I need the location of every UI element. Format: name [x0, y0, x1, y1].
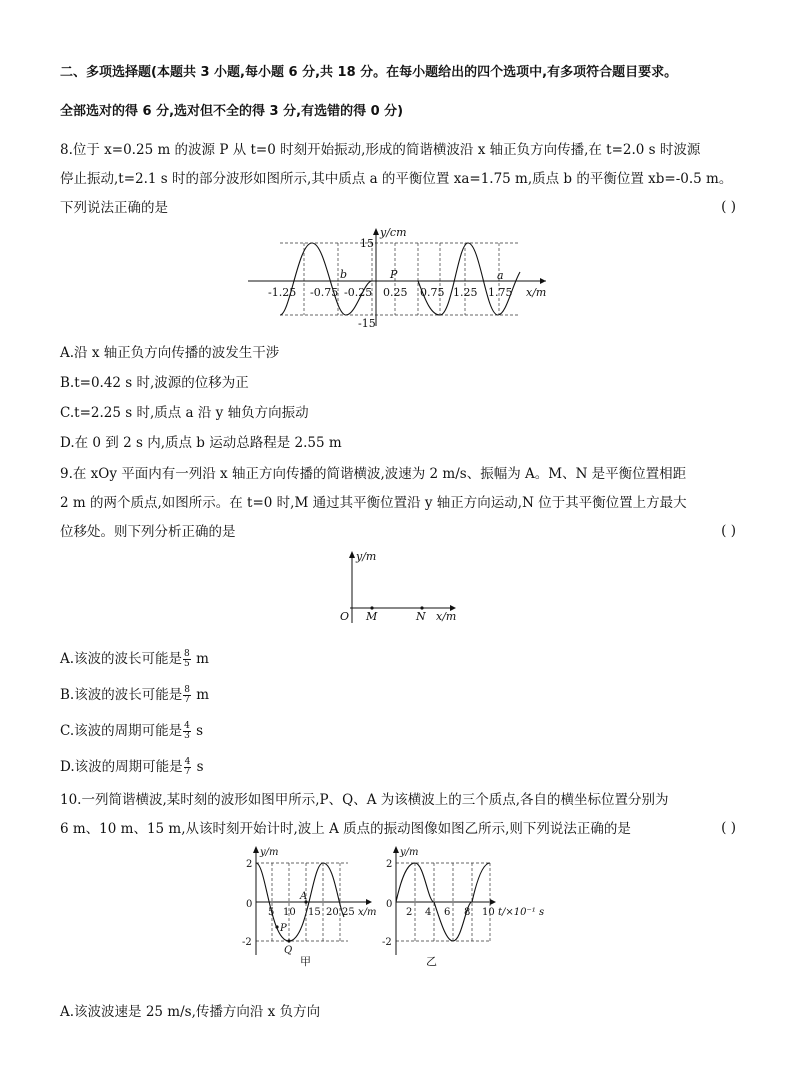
- q9-ylabel: y/m: [356, 550, 377, 563]
- q8-wave-figure: [240, 226, 560, 336]
- q10-jia-tick: 25: [342, 907, 355, 918]
- q10-jia-point-p: P: [280, 923, 287, 934]
- q9-stem-line2: 2 m 的两个质点,如图所示。在 t=0 时,M 通过其平衡位置沿 y 轴正方向运动,N 位于其平衡位置上方最大: [60, 495, 687, 511]
- q8-tick: -1.25: [268, 286, 297, 299]
- q10-yi-tick: 6: [444, 907, 451, 918]
- q9-option-b: [60, 686, 209, 705]
- q9-option-b-unit: m: [196, 687, 210, 703]
- q9-option-d-text: D.该波的周期可能是: [60, 759, 183, 775]
- fraction-denominator: 3: [184, 731, 190, 741]
- fraction-numerator: 4: [184, 721, 190, 731]
- q8-tick: 1.25: [453, 286, 478, 299]
- q8-point-a: a: [497, 269, 504, 282]
- q10-jia-tick: 10: [283, 907, 296, 918]
- q9-stem-line3: 位移处。则下列分析正确的是: [60, 524, 236, 540]
- q8-stem-line3: 下列说法正确的是: [60, 200, 168, 216]
- q10-yi-ybottom: -2: [382, 937, 392, 948]
- q10-yi-tick: 8: [464, 907, 471, 918]
- fraction-numerator: 4: [184, 757, 191, 767]
- q9-point-n: N: [416, 610, 426, 623]
- q8-tick: 0.25: [383, 286, 408, 299]
- q10-jia-caption: 甲: [300, 955, 311, 968]
- q8-stem-line1: 8.位于 x=0.25 m 的波源 P 从 t=0 时刻开始振动,形成的简谐横波沿 x 轴正负方向传播,在 t=2.0 s 时波源: [60, 142, 701, 158]
- q9-option-d-unit: s: [196, 759, 204, 775]
- q10-yi-tick: 4: [425, 907, 432, 918]
- q9-option-d-fraction: [184, 758, 192, 777]
- q9-stem-line1: 9.在 xOy 平面内有一列沿 x 轴正方向传播的简谐横波,波速为 2 m/s、振幅为 A。M、N 是平衡位置相距: [60, 466, 687, 482]
- q8-option-c: C.t=2.25 s 时,质点 a 沿 y 轴负方向振动: [60, 405, 309, 421]
- q9-option-a-fraction: [183, 650, 191, 669]
- q8-answer-paren: ( ): [721, 199, 736, 215]
- q9-answer-paren: ( ): [721, 523, 736, 539]
- q10-jia-origin: 0: [246, 899, 253, 910]
- q10-yi-ylabel: y/m: [400, 847, 419, 858]
- q8-stem-line2: 停止振动,t=2.1 s 时的部分波形如图所示,其中质点 a 的平衡位置 xa=1.75 m,质点 b 的平衡位置 xb=-0.5 m。: [60, 171, 733, 187]
- q10-jia-tick: 15: [308, 907, 321, 918]
- q8-option-b: B.t=0.42 s 时,波源的位移为正: [60, 375, 249, 391]
- q8-option-a: A.沿 x 轴正负方向传播的波发生干涉: [60, 345, 280, 361]
- q10-yi-ytop: 2: [386, 859, 393, 870]
- q9-option-a-unit: m: [196, 651, 209, 667]
- q10-jia-ylabel: y/m: [260, 847, 279, 858]
- q10-jia-point-q: Q: [284, 945, 293, 956]
- q8-tick: 1.75: [488, 286, 513, 299]
- q9-option-a: [60, 650, 209, 669]
- section-heading-line1: 二、多项选择题(本题共 3 小题,每小题 6 分,共 18 分。在每小题给出的四个选项中,有多项符合题目要求。: [60, 65, 678, 80]
- fraction-denominator: 7: [184, 767, 191, 777]
- q9-axes-figure: [332, 548, 462, 628]
- fraction-numerator: 8: [184, 649, 190, 659]
- q8-point-b: b: [340, 268, 348, 281]
- q10-jia-ybottom: -2: [242, 937, 252, 948]
- q9-option-c-unit: s: [196, 723, 204, 739]
- q9-option-c-text: C.该波的周期可能是: [60, 723, 183, 739]
- q10-stem-line2: 6 m、10 m、15 m,从该时刻开始计时,波上 A 质点的振动图像如图乙所示,则下列说法正确的是: [60, 821, 631, 837]
- q10-jia-xlabel: x/m: [358, 907, 377, 918]
- section-heading-line2: 全部选对的得 6 分,选对但不全的得 3 分,有选错的得 0 分): [60, 104, 404, 119]
- q8-ymin: -15: [358, 317, 376, 330]
- q10-jia-tick: 20: [326, 907, 339, 918]
- q10-yi-tick: 10: [482, 907, 495, 918]
- fraction-numerator: 8: [184, 685, 190, 695]
- q10-figure-yi: [382, 845, 562, 970]
- q10-yi-xlabel: t/×10⁻¹ s: [498, 907, 545, 918]
- q10-yi-caption: 乙: [426, 955, 437, 968]
- q10-yi-tick: 2: [406, 907, 413, 918]
- fraction-denominator: 7: [184, 695, 190, 705]
- q10-answer-paren: ( ): [721, 820, 736, 836]
- q9-option-c-fraction: [183, 722, 191, 741]
- q10-option-a: A.该波波速是 25 m/s,传播方向沿 x 负方向: [60, 1004, 321, 1020]
- q9-option-d: [60, 758, 204, 777]
- q10-jia-tick: 5: [268, 907, 275, 918]
- q9-option-b-fraction: [183, 686, 191, 705]
- q9-origin: O: [340, 610, 350, 623]
- q9-option-c: [60, 722, 203, 741]
- q10-yi-origin: 0: [386, 899, 393, 910]
- q8-point-p: P: [390, 268, 398, 281]
- q8-xlabel: x/m: [526, 286, 547, 299]
- q9-point-m: M: [366, 610, 378, 623]
- q8-ylabel: y/cm: [380, 226, 407, 239]
- q8-tick: -0.75: [310, 286, 339, 299]
- q10-jia-point-a: A: [300, 891, 308, 902]
- q8-tick: 0.75: [420, 286, 445, 299]
- q9-xlabel: x/m: [436, 610, 457, 623]
- q9-option-b-text: B.该波的波长可能是: [60, 687, 183, 703]
- q8-tick: -0.25: [344, 286, 373, 299]
- q8-option-d: D.在 0 到 2 s 内,质点 b 运动总路程是 2.55 m: [60, 435, 342, 451]
- fraction-denominator: 5: [184, 659, 190, 669]
- q8-ymax: 15: [360, 237, 374, 250]
- q10-figure-jia: [238, 845, 383, 970]
- q10-stem-line1: 10.一列简谐横波,某时刻的波形如图甲所示,P、Q、A 为该横波上的三个质点,各自的横坐标位置分别为: [60, 792, 669, 808]
- q10-jia-ytop: 2: [246, 859, 253, 870]
- q9-option-a-text: A.该波的波长可能是: [60, 651, 183, 667]
